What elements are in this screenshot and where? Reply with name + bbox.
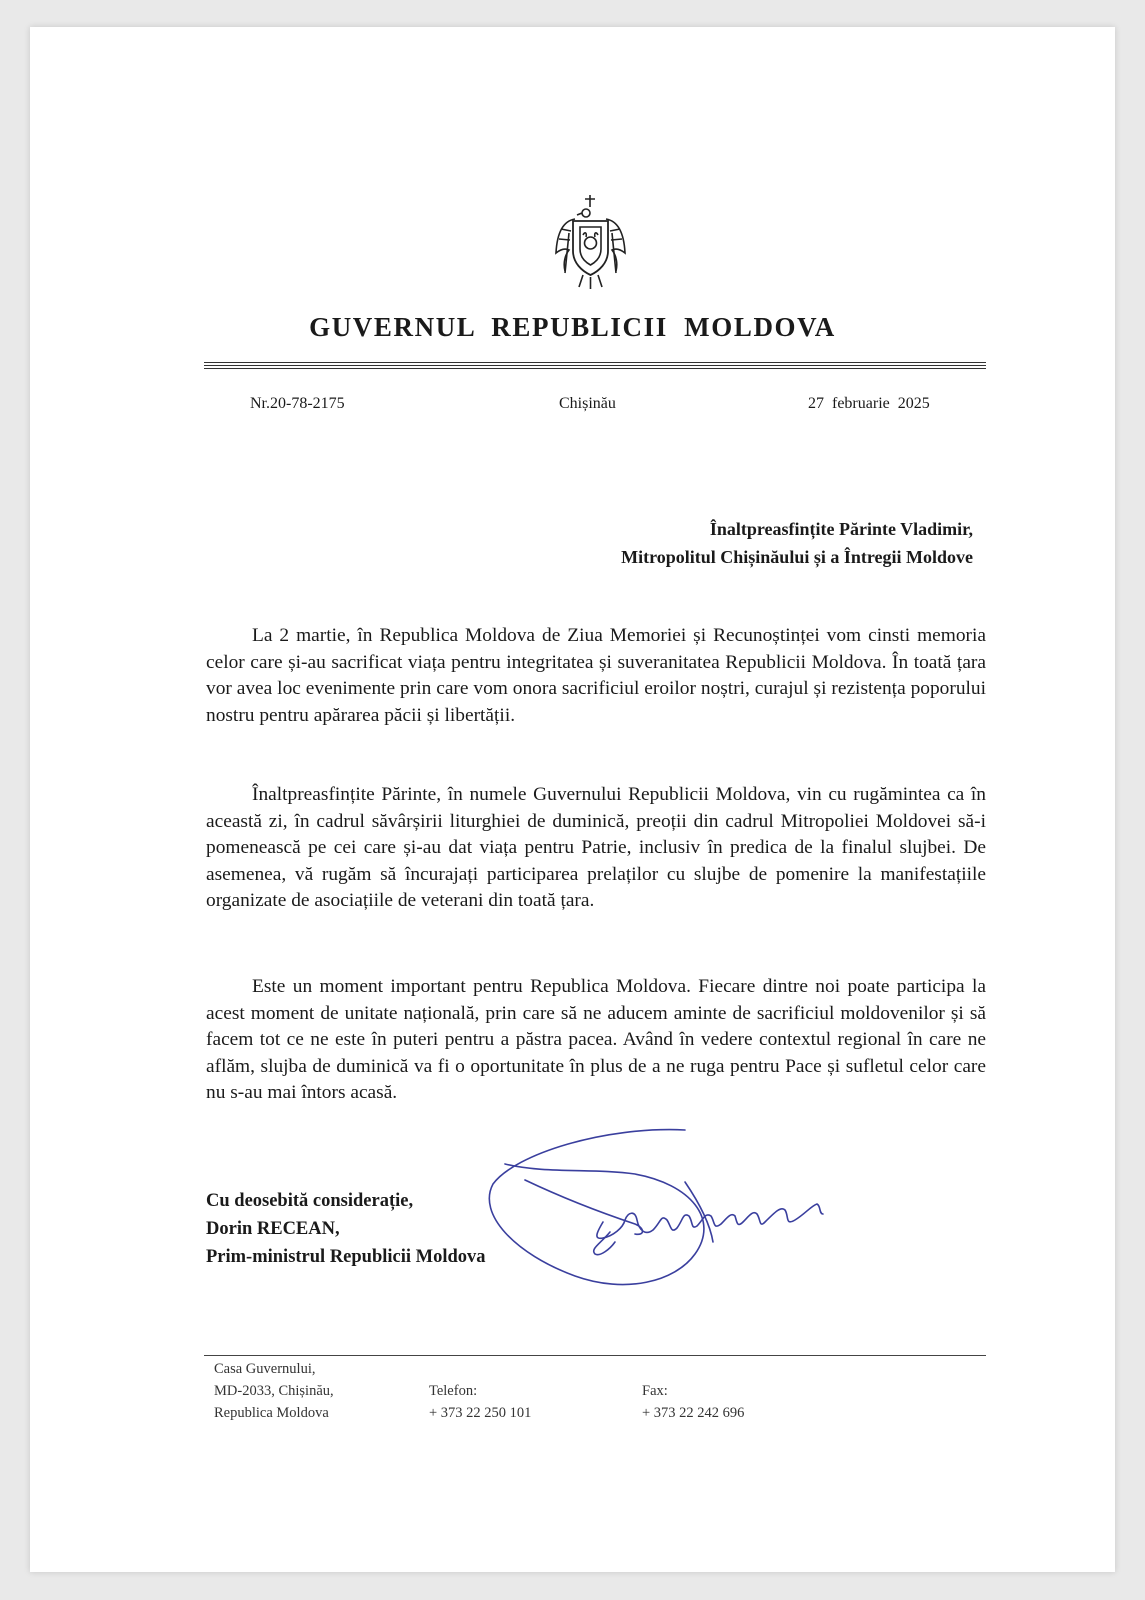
document-number: Nr.20-78-2175 (250, 395, 345, 412)
fax-number: + 373 22 242 696 (642, 1405, 745, 1421)
fax-label: Fax: (642, 1383, 668, 1399)
signatory-position: Prim-ministrul Republicii Moldova (206, 1247, 486, 1267)
phone-number: + 373 22 250 101 (429, 1405, 532, 1421)
header-divider (204, 365, 986, 366)
header-divider (204, 368, 986, 369)
footer-address-line: Republica Moldova (214, 1405, 329, 1421)
footer-address-line: Casa Guvernului, (214, 1361, 316, 1377)
body-paragraph: La 2 martie, în Republica Moldova de Ziua Memoriei și Recunoștinței vom cinsti memoria celor care și-au sacrificat viața pentru integritatea și suveranitatea Republicii Moldova. În toată țara vor avea loc evenimente prin care vom onora sacrificiul eroilor noștri, curajul și rezistența poporului nostru pentru apărarea păcii și libertății. (206, 625, 986, 726)
header-divider (204, 362, 986, 363)
signature-icon (485, 1124, 845, 1314)
document-date: 27 februarie 2025 (808, 395, 930, 412)
phone-label: Telefon: (429, 1383, 478, 1399)
footer-address-line: MD-2033, Chișinău, (214, 1383, 334, 1399)
signatory-name: Dorin RECEAN, (206, 1219, 340, 1239)
coat-of-arms-icon (553, 193, 628, 291)
addressee-line: Mitropolitul Chișinăului și a Întregii Moldove (621, 547, 973, 567)
body-paragraph: Înaltpreasfințite Părinte, în numele Guvernului Republicii Moldova, vin cu rugămintea ca în această zi, în cadrul săvârșirii liturghiei de duminică, preoții din cadrul Mitropoliei Moldovei să-i pomenească pe cei care și-au dat viața pentru Patrie, inclusiv în predica de la finalul slujbei. De asemenea, vă rugăm să încurajați participarea prelaților cu slujbe de pomenire la manifestațiile organizate de asociațiile de veterani din toată țara. (206, 784, 986, 912)
government-heading: GUVERNUL REPUBLICII MOLDOVA (309, 312, 836, 342)
footer-address (214, 1358, 334, 1424)
body-paragraph: Este un moment important pentru Republica Moldova. Fiecare dintre noi poate participa la acest moment de unitate națională, prin care să ne aducem aminte de sacrificiul moldovenilor și să facem tot ce ne este în puteri pentru a păstra pacea. Având în vedere contextul regional în care ne aflăm, slujba de duminică va fi o oportunitate în plus de a ne ruga pentru Pace și sufletul celor care nu s-au mai întors acasă. (206, 976, 986, 1104)
closing-salutation: Cu deosebită considerație, (206, 1191, 414, 1211)
document-city: Chișinău (559, 395, 616, 412)
addressee-block (373, 515, 973, 571)
closing-block (206, 1187, 486, 1271)
footer-phone (429, 1380, 531, 1424)
addressee-line: Înaltpreasfințite Părinte Vladimir, (709, 519, 973, 539)
footer-divider (204, 1355, 986, 1356)
footer-fax (642, 1380, 744, 1424)
